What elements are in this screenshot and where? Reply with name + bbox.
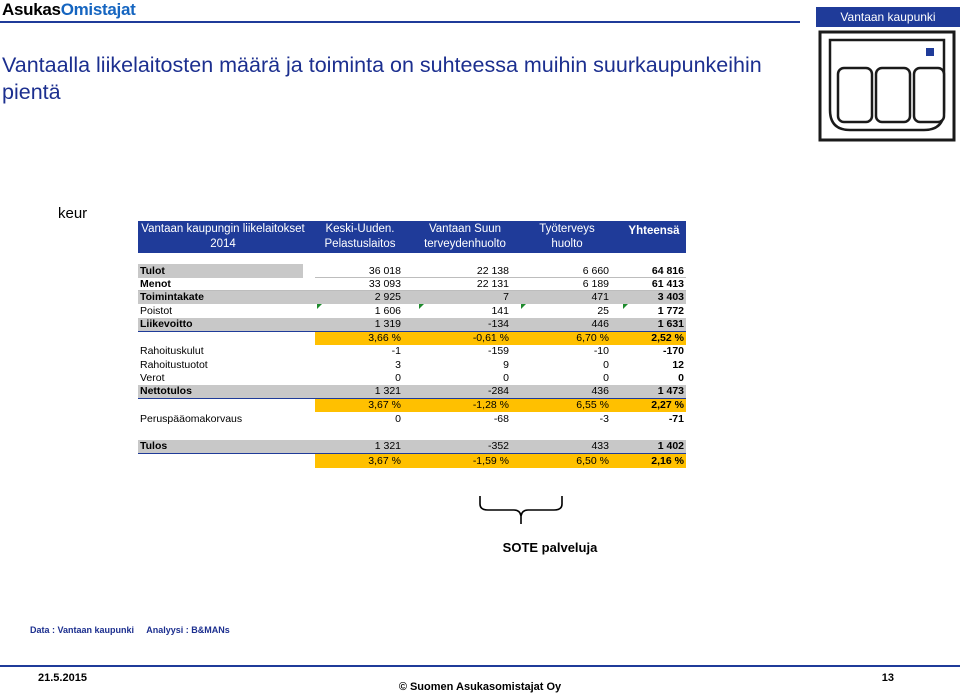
sote-label: SOTE palveluja (502, 540, 598, 555)
row-label: Nettotulos (140, 385, 192, 397)
cell-percent: 6,70 % (576, 332, 609, 344)
cell-value: -134 (487, 318, 509, 330)
row-label: Toimintakate (140, 291, 204, 303)
header-col-0-line2: 2014 (210, 238, 236, 250)
header-col-0-line1: Vantaan kaupungin liikelaitokset (141, 223, 305, 235)
header-col-0 (138, 221, 308, 253)
row-label: Poistot (140, 305, 173, 317)
cell-value: 36 018 (368, 265, 401, 277)
cell-value: -68 (493, 413, 509, 425)
cell-percent-total: 2,27 % (651, 399, 684, 411)
cell-value: 471 (591, 291, 609, 303)
cell-value: -352 (487, 440, 509, 452)
cell-value: 2 925 (374, 291, 401, 303)
cell-value: -10 (593, 345, 609, 357)
cell-percent: -0,61 % (472, 332, 509, 344)
row-label: Liikevoitto (140, 318, 193, 330)
cell-percent: 6,55 % (576, 399, 609, 411)
cell-value: 22 131 (476, 278, 509, 290)
cell-percent: 3,66 % (368, 332, 401, 344)
cell-value: 1 606 (374, 305, 401, 317)
cell-value: 446 (591, 318, 609, 330)
footer-rule (0, 665, 960, 667)
cell-value: 22 138 (476, 265, 509, 277)
cell-value: 9 (503, 359, 509, 371)
row-label: Verot (140, 372, 165, 384)
header-col-3-line2: huolto (551, 238, 583, 250)
cell-total: 1 772 (657, 305, 684, 317)
cell-value: 433 (591, 440, 609, 452)
cell-total: 61 413 (651, 278, 684, 290)
source-label: Data : Vantaan kaupunki (30, 625, 135, 635)
row-label: Rahoitustuotot (140, 359, 208, 371)
cell-value: 436 (591, 385, 609, 397)
footer-date: 21.5.2015 (38, 672, 87, 684)
cell-value: 6 660 (582, 265, 609, 277)
cell-value: 0 (503, 372, 509, 384)
header-col-2-line1: Vantaan Suun (428, 223, 502, 235)
cell-percent: 3,67 % (368, 399, 401, 411)
cell-value: 3 (395, 359, 401, 371)
cell-value: -159 (487, 345, 509, 357)
row-label: Rahoituskulut (140, 345, 204, 357)
row-label: Tulot (140, 265, 165, 277)
header-rule (0, 21, 800, 23)
cell-percent: -1,59 % (472, 455, 509, 467)
header-col-2-line2: terveydenhuolto (424, 238, 506, 250)
logo (2, 0, 135, 20)
cell-total: 1 402 (657, 440, 684, 452)
header-col-2 (417, 221, 513, 253)
row-label: Peruspääomakorvaus (140, 413, 243, 425)
cell-value: -1 (391, 345, 401, 357)
cell-value: 33 093 (368, 278, 401, 290)
header-col-3-line1: Työterveys (539, 223, 595, 235)
cell-total: 1 631 (657, 318, 684, 330)
cell-total: 1 473 (657, 385, 684, 397)
city-band: Vantaan kaupunki (816, 7, 960, 27)
cell-total: -71 (668, 413, 684, 425)
header-col-4 (622, 221, 686, 253)
cell-value: 6 189 (582, 278, 609, 290)
header-col-1-line1: Keski-Uuden. (325, 223, 395, 235)
cell-value: 141 (491, 305, 509, 317)
cell-percent-total: 2,52 % (651, 332, 684, 344)
cell-value: 1 321 (374, 385, 401, 397)
cell-total: 0 (678, 372, 684, 384)
cell-value: 7 (503, 291, 509, 303)
source-note (30, 625, 240, 635)
cell-value: 0 (603, 372, 609, 384)
cell-value: 0 (395, 413, 401, 425)
cell-value: 0 (395, 372, 401, 384)
cell-total: -170 (662, 345, 684, 357)
analysis-label: Analyysi : B&MANs (146, 625, 230, 635)
brace-icon (478, 494, 564, 531)
header-col-1-line2: Pelastuslaitos (324, 238, 396, 250)
coat-of-arms-icon (816, 30, 960, 144)
cell-total: 3 403 (657, 291, 684, 303)
header-col-1 (315, 221, 405, 253)
page-number: 13 (881, 672, 894, 684)
cell-value: -284 (487, 385, 509, 397)
cell-value: -3 (599, 413, 609, 425)
cell-percent: -1,28 % (472, 399, 509, 411)
logo-part2: Omistajat (60, 0, 136, 19)
row-label: Tulos (140, 440, 168, 452)
cell-value: 25 (597, 305, 609, 317)
footer-copyright: © Suomen Asukasomistajat Oy (398, 681, 562, 693)
cell-percent: 6,50 % (576, 455, 609, 467)
cell-percent-total: 2,16 % (651, 455, 684, 467)
cell-value: 1 319 (374, 318, 401, 330)
row-label: Menot (140, 278, 171, 290)
cell-percent: 3,67 % (368, 455, 401, 467)
header-col-3 (521, 221, 613, 253)
page-title: Vantaalla liikelaitosten määrä ja toiminta on suhteessa muihin suurkaupunkeihin pientä (2, 53, 762, 104)
cell-total: 64 816 (651, 265, 684, 277)
cell-value: 1 321 (374, 440, 401, 452)
cell-total: 12 (672, 359, 684, 371)
unit-label: keur (58, 205, 88, 222)
header-col-4-line1: Yhteensä (628, 225, 680, 237)
logo-part1: Asukas (2, 0, 61, 19)
cell-value: 0 (603, 359, 609, 371)
